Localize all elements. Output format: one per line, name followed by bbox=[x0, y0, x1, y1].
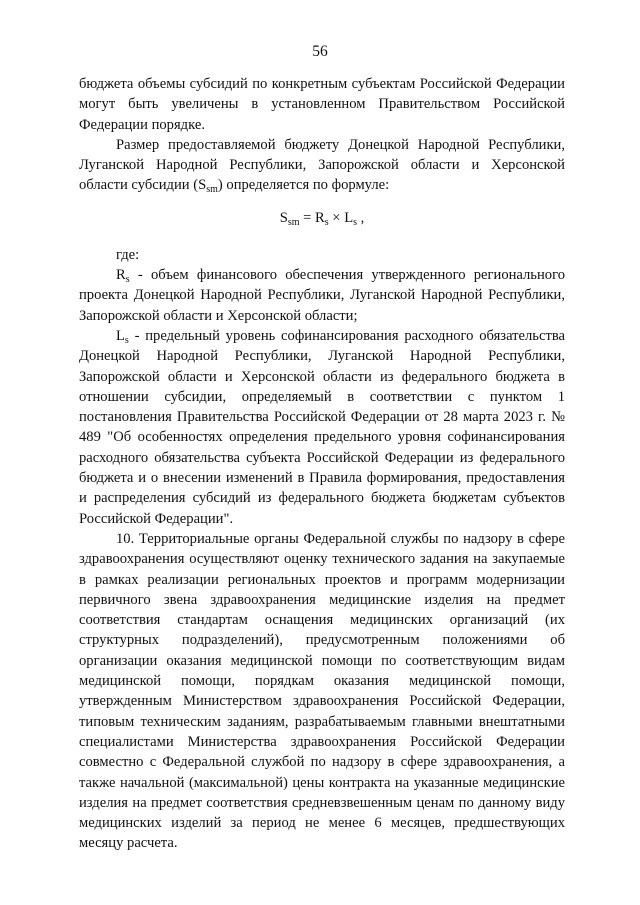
formula-lhs-subscript: sm bbox=[287, 216, 300, 228]
subsidy-size-subscript: sm bbox=[206, 184, 218, 196]
formula-r: R bbox=[315, 209, 325, 226]
where-label: где: bbox=[116, 246, 140, 263]
formula-times: × bbox=[328, 209, 345, 226]
paragraph-subsidy-size bbox=[79, 135, 565, 196]
paragraph-10: 10. Территориальные органы Федеральной службы по надзору в сфере здравоохранения осуществляют оценку технического задания на закупаемые в рамках реализации региональных проектов и программ модернизации первичного звена здравоохранения медицинские изделия на предмет соответствия стандартам оснащения медицинских организаций (их структурных подразделений), предусмотренным положениями об организации оказания медицинской помощи по соответствующим видам медицинской помощи, порядкам оказания медицинской помощи, утвержденным Министерством здравоохранения Российской Федерации, типовым техническим заданиям, разрабатываемым главными внештатными специалистами Министерства здравоохранения Российской Федерации совместно с Федеральной службой по надзору в сфере здравоохранения, а также начальной (максимальной) цены контракта на указанные медицинские изделия на предмет соответствия средневзвешенным ценам по данному виду медицинских изделий за период не менее 6 месяцев, предшествующих месяцу расчета. bbox=[79, 530, 565, 852]
formula-l-subscript: s bbox=[353, 216, 358, 228]
definition-ls bbox=[79, 326, 565, 529]
definition-rs bbox=[79, 265, 565, 326]
subsidy-size-text-end: ) определяется по формуле: bbox=[217, 177, 390, 194]
formula-l: L bbox=[344, 209, 354, 226]
paragraph-budget-subsidies: бюджета объемы субсидий по конкретным субъектам Российской Федерации могут быть увеличены в установленном Правительством Российской Федерации порядке. bbox=[79, 76, 565, 133]
formula bbox=[79, 207, 565, 229]
ls-subscript: s bbox=[124, 334, 129, 346]
formula-r-subscript: s bbox=[324, 216, 329, 228]
document-body bbox=[79, 74, 565, 854]
formula-lhs: S bbox=[279, 209, 288, 226]
subsidy-size-text: Размер предоставляемой бюджету Донецкой Народной Республики, Луганской Народной Республики, Запорожской области и Херсонской области субсидии (S bbox=[79, 136, 565, 194]
ls-symbol: L bbox=[116, 327, 125, 344]
formula-equals: = bbox=[299, 209, 316, 226]
rs-definition-text: - объем финансового обеспечения утвержденного регионального проекта Донецкой Народной Республики, Луганской Народной Республики, Запорожской области и Херсонской области; bbox=[79, 267, 565, 324]
page-number: 56 bbox=[312, 43, 328, 60]
ls-definition-text: - предельный уровень софинансирования расходного обязательства Донецкой Народной Республики, Луганской Народной Республики, Запорожской области и Херсонской области из федерального бюджета в отношении субсидии, определяемый в соответствии с пунктом 1 постановления Правительства Российской Федерации от 28 марта 2023 г. № 489 "Об особенностях определения предельного уровня софинансирования расходного обязательства субъекта Российской Федерации из федерального бюджета и о внесении изменений в Правила формирования, предоставления и распределения субсидий из федерального бюджета бюджетам субъектов Российской Федерации". bbox=[79, 327, 565, 527]
rs-symbol: R bbox=[116, 267, 126, 284]
formula-tail: , bbox=[357, 209, 365, 226]
rs-subscript: s bbox=[125, 274, 130, 286]
